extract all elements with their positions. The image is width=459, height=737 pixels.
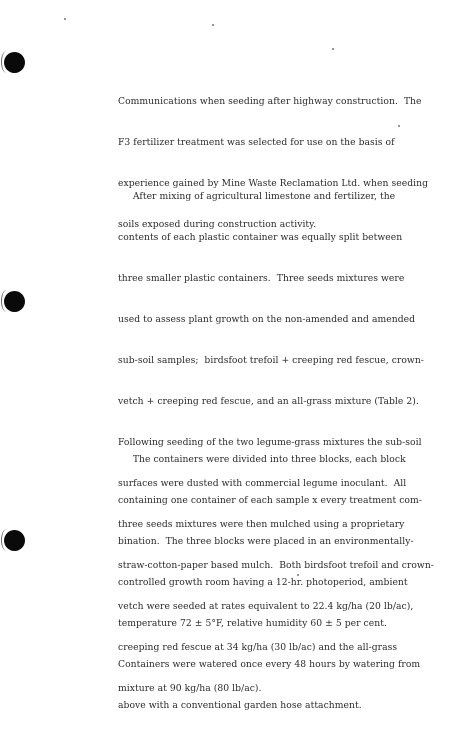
text-line: containing one container of each sample x every treatment com- xyxy=(118,495,422,506)
text-line: bination. The three blocks were placed in an environmentally- xyxy=(118,536,414,547)
text-line: three smaller plastic containers. Three seeds mixtures were xyxy=(118,273,405,284)
text-line: straw-cotton-paper based mulch. Both birdsfoot trefoil and crown- xyxy=(118,560,434,571)
scan-speck xyxy=(64,18,66,20)
punch-hole xyxy=(4,530,25,551)
text-line: F3 fertilizer treatment was selected for use on the basis of xyxy=(118,137,395,148)
text-line: used to assess plant growth on the non-amended and amended xyxy=(118,314,416,325)
text-line: experience gained by Mine Waste Reclamation Ltd. when seeding xyxy=(118,178,429,189)
paragraph xyxy=(118,428,434,737)
text-line: After mixing of agricultural limestone and fertilizer, the xyxy=(118,191,396,202)
text-line: Communications when seeding after highway construction. The xyxy=(118,96,422,107)
text-line: Following seeding of the two legume-grass mixtures the sub-soil xyxy=(118,437,422,448)
punch-hole xyxy=(4,291,25,312)
text-line: controlled growth room having a 12-hr. photoperiod, ambient xyxy=(118,577,408,588)
text-line: soils exposed during construction activity. xyxy=(118,219,317,230)
text-line: vetch were seeded at rates equivalent to 22.4 kg/ha (20 lb/ac), xyxy=(118,601,414,612)
text-line: three seeds mixtures were then mulched using a proprietary xyxy=(118,519,405,530)
text-line: Containers were watered once every 48 hours by watering from xyxy=(118,659,421,670)
scan-speck xyxy=(332,48,334,50)
text-line: surfaces were dusted with commercial legume inoculant. All xyxy=(118,478,407,489)
text-line: mixture at 90 kg/ha (80 lb/ac). xyxy=(118,683,262,694)
text-line: temperature 72 ± 5°F, relative humidity 60 ± 5 per cent. xyxy=(118,618,387,629)
text-line: sub-soil samples; birdsfoot trefoil + creeping red fescue, crown- xyxy=(118,355,424,366)
text-line: The containers were divided into three blocks, each block xyxy=(118,454,406,465)
text-line: contents of each plastic container was equally split between xyxy=(118,232,403,243)
text-line: vetch + creeping red fescue, and an all-grass mixture (Table 2). xyxy=(118,396,419,407)
scan-speck xyxy=(212,24,214,26)
punch-hole xyxy=(4,52,25,73)
text-line: above with a conventional garden hose attachment. xyxy=(118,700,362,711)
text-line: creeping red fescue at 34 kg/ha (30 lb/ac) and the all-grass xyxy=(118,642,398,653)
